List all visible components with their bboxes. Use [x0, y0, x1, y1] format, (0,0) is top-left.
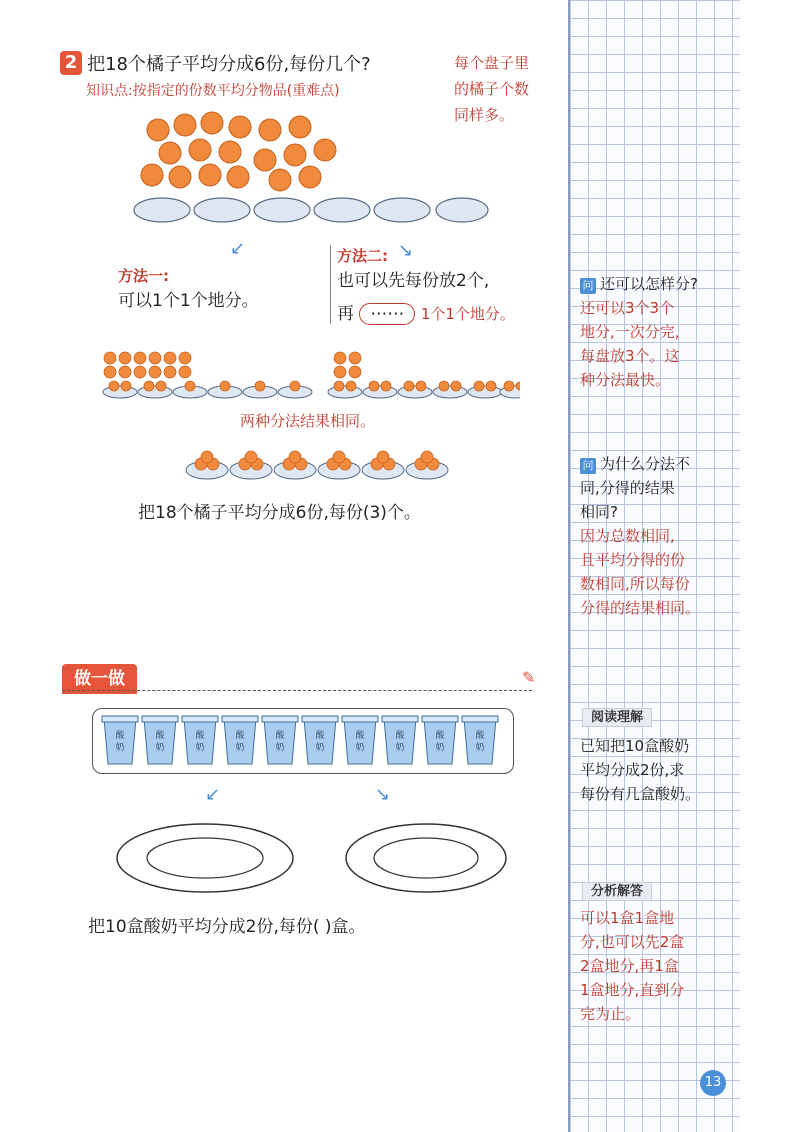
- orange: [219, 141, 241, 163]
- method-two: 方法二: 也可以先每份放2个, 再 ⋯⋯ 1个1个地分。: [330, 245, 577, 324]
- method-two-line1: 也可以先每份放2个,: [337, 271, 490, 291]
- side-q2-answer-line: 因为总数相同,: [580, 527, 675, 545]
- orange: [229, 116, 251, 138]
- side-q2-question-line: 同,分得的结果: [580, 479, 675, 497]
- yogurt-label: 酸: [275, 731, 285, 741]
- yogurt-lid: [142, 716, 178, 722]
- yogurt-label: 奶: [275, 743, 285, 753]
- plate: [374, 198, 430, 222]
- orange: [314, 139, 336, 161]
- yogurt-lid: [222, 716, 258, 722]
- orange: [289, 116, 311, 138]
- method-two-prefix: 再: [337, 304, 354, 324]
- side-question-2: [580, 452, 736, 620]
- yogurt-cup: [464, 718, 496, 764]
- orange: [147, 119, 169, 141]
- yogurt-cup: [184, 718, 216, 764]
- yogurt-label: 奶: [395, 743, 405, 753]
- yogurt-label: 奶: [435, 743, 445, 753]
- exercise-text: 把10盒酸奶平均分成2份,每份( )盒。: [88, 917, 366, 937]
- yogurt-label: 酸: [235, 731, 245, 741]
- side-q1-answer-line: 地分,一次分完,: [580, 323, 680, 341]
- side-q1-answer-line: 种分法最快。: [580, 371, 671, 389]
- analysis-text: [580, 906, 736, 1026]
- orange: [199, 164, 221, 186]
- yogurt-label: 奶: [115, 743, 125, 753]
- plate: [436, 198, 488, 222]
- orange: [259, 119, 281, 141]
- side-question-1: [580, 272, 736, 392]
- yogurt-label: 奶: [155, 743, 165, 753]
- yogurt-label: 酸: [155, 731, 165, 741]
- method-one: [118, 265, 259, 311]
- yogurt-label: 奶: [235, 743, 245, 753]
- yogurt-cup: [304, 718, 336, 764]
- yogurt-cup: [104, 718, 136, 764]
- reading-line: 每份有几盒酸奶。: [580, 785, 701, 803]
- yogurt-cups: [100, 714, 505, 769]
- same-result-note: 两种分法结果相同。: [240, 412, 376, 430]
- yogurt-lid: [462, 716, 498, 722]
- reading-tag-label: 阅读理解: [582, 708, 652, 727]
- problem-header: [60, 50, 371, 76]
- pencil-icon: ✎: [522, 668, 536, 687]
- orange: [201, 112, 223, 134]
- arrow-down-left-icon: ↙: [205, 784, 221, 805]
- yogurt-label: 奶: [315, 743, 325, 753]
- problem-number-badge: 2: [60, 51, 82, 75]
- do-section-title: 做一做: [62, 664, 137, 694]
- yogurt-label: 酸: [475, 731, 485, 741]
- note-line: 的橘子个数: [454, 80, 530, 98]
- yogurt-label: 酸: [355, 731, 365, 741]
- reading-line: 已知把10盒酸奶: [580, 737, 690, 755]
- arrow-down-left-icon: ↙: [230, 238, 246, 259]
- yogurt-lid: [262, 716, 298, 722]
- yogurt-cup: [384, 718, 416, 764]
- yogurt-label: 酸: [395, 731, 405, 741]
- method-one-title: 方法一:: [118, 267, 169, 285]
- orange: [169, 166, 191, 188]
- plate: [314, 198, 370, 222]
- yogurt-lid: [302, 716, 338, 722]
- knowledge-prefix: 知识点:: [86, 83, 133, 99]
- yogurt-label: 酸: [315, 731, 325, 741]
- analysis-line: 1盒地分,直到分: [580, 981, 685, 999]
- orange: [299, 166, 321, 188]
- yogurt-label: 酸: [115, 731, 125, 741]
- yogurt-label: 奶: [195, 743, 205, 753]
- answer-line: 把18个橘子平均分成6份,每份(3)个。: [138, 503, 421, 523]
- arrow-down-right-icon: ↘: [398, 240, 414, 261]
- side-q1-answer-line: 每盘放3个。这: [580, 347, 680, 365]
- yogurt-cup: [144, 718, 176, 764]
- yogurt-label: 奶: [355, 743, 365, 753]
- orange: [174, 114, 196, 136]
- side-q2-question-line: 为什么分法不: [600, 455, 691, 473]
- question-badge-icon: 问: [580, 278, 596, 294]
- yogurt-lid: [102, 716, 138, 722]
- yogurt-cup: [424, 718, 456, 764]
- yogurt-cup: [344, 718, 376, 764]
- knowledge-point: [86, 80, 340, 100]
- analysis-tag-label: 分析解答: [582, 882, 652, 901]
- analysis-line: 可以1盒1盒地: [580, 909, 675, 927]
- reading-line: 平均分成2份,求: [580, 761, 685, 779]
- analysis-tag: [582, 880, 652, 899]
- orange: [159, 142, 181, 164]
- knowledge-text: 按指定的份数平均分物品(重难点): [132, 83, 340, 99]
- reading-text: [580, 734, 736, 806]
- method-two-title: 方法二:: [337, 247, 388, 265]
- side-q2-question-line: 相同?: [580, 503, 618, 521]
- empty-plates: [110, 818, 510, 898]
- plate: [194, 198, 250, 222]
- orange: [141, 164, 163, 186]
- plate: [254, 198, 310, 222]
- side-q1-answer-line: 还可以3个3个: [580, 299, 675, 317]
- method-one-text: 可以1个1个地分。: [118, 291, 259, 311]
- yogurt-cup: [224, 718, 256, 764]
- result-plates: [185, 448, 455, 482]
- yogurt-label: 酸: [435, 731, 445, 741]
- method-two-note: 1个1个地分。: [420, 305, 515, 323]
- orange: [284, 144, 306, 166]
- do-section-divider: [62, 690, 532, 691]
- do-section-header: [62, 664, 137, 689]
- problem-question: 把18个橘子平均分成6份,每份几个?: [87, 54, 371, 75]
- yogurt-label: 酸: [195, 731, 205, 741]
- method-illustrations: [100, 348, 520, 403]
- side-q2-answer-line: 数相同,所以每份: [580, 575, 690, 593]
- question-badge-icon: 问: [580, 458, 596, 474]
- orange: [227, 166, 249, 188]
- analysis-line: 2盒地分,再1盒: [580, 957, 679, 975]
- analysis-line: 分,也可以先2盒: [580, 933, 685, 951]
- orange: [189, 139, 211, 161]
- yogurt-cup: [264, 718, 296, 764]
- yogurt-lid: [182, 716, 218, 722]
- yogurt-lid: [342, 716, 378, 722]
- yogurt-label: 奶: [475, 743, 485, 753]
- yogurt-lid: [382, 716, 418, 722]
- note-line: 同样多。: [454, 106, 515, 124]
- orange: [269, 169, 291, 191]
- reading-tag: [582, 706, 652, 725]
- orange: [254, 149, 276, 171]
- analysis-line: 完为止。: [580, 1005, 641, 1023]
- arrow-down-right-icon: ↘: [375, 784, 391, 805]
- plate: [134, 198, 190, 222]
- side-q1-question: 还可以怎样分?: [600, 275, 698, 293]
- note-line: 每个盘子里: [454, 54, 530, 72]
- yogurt-lid: [422, 716, 458, 722]
- side-q2-answer-line: 分得的结果相同。: [580, 599, 701, 617]
- side-q2-answer-line: 且平均分得的份: [580, 551, 686, 569]
- oranges-and-plates-illustration: [130, 105, 490, 230]
- page-number: 13: [700, 1070, 726, 1096]
